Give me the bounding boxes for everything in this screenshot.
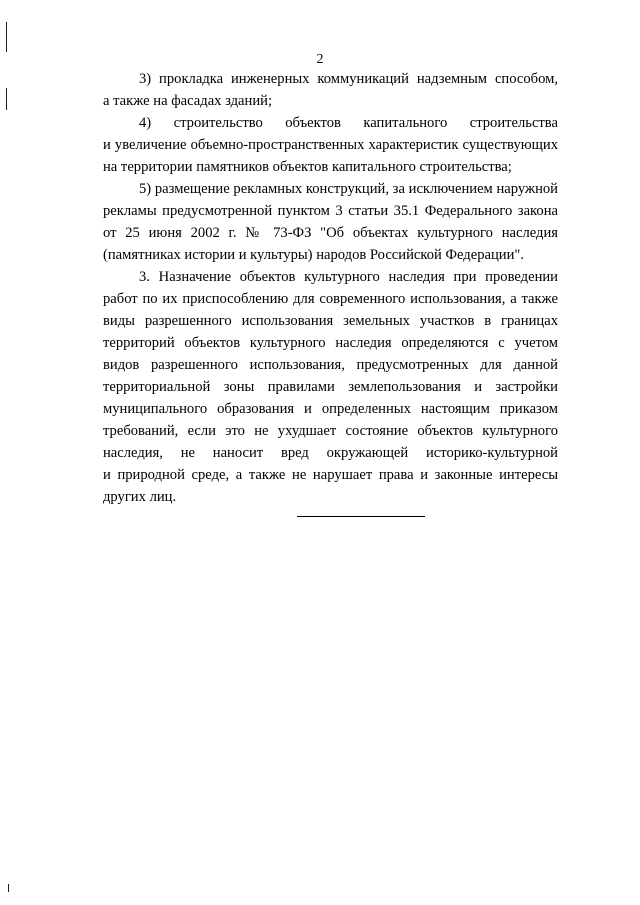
text-line: наследия, не наносит вред окружающей историко-культурной [103, 445, 558, 461]
text-line: 4) строительство объектов капитального строительства [139, 115, 558, 131]
paragraph-item-3 [103, 68, 558, 112]
text-line: виды разрешенного использования земельных участков в границах [103, 313, 558, 329]
text-line: видов разрешенного использования, предусмотренных для данной [103, 357, 558, 373]
page-number: 2 [316, 52, 324, 67]
text-line: 3. Назначение объектов культурного наследия при проведении [139, 269, 558, 285]
text-line: работ по их приспособлению для современного использования, а также [103, 291, 558, 307]
text-line: 5) размещение рекламных конструкций, за исключением наружной [139, 181, 558, 197]
text-line: территориальной зоны правилами землепользования и застройки [103, 379, 558, 395]
text-line: а также на фасадах зданий; [103, 93, 273, 109]
text-line: 3) прокладка инженерных коммуникаций надземным способом, [139, 71, 558, 87]
text-line: и природной среде, а также не нарушает права и законные интересы [103, 467, 558, 483]
scan-edge-mark [8, 884, 9, 892]
scan-edge-mark [6, 22, 7, 52]
text-line: территорий объектов культурного наследия определяются с учетом [103, 335, 558, 351]
paragraph-item-4 [103, 112, 558, 178]
paragraph-section-3 [103, 266, 558, 508]
text-line: от 25 июня 2002 г. № 73-ФЗ "Об объектах культурного наследия [103, 225, 558, 241]
closing-separator-line [297, 516, 425, 517]
text-line: требований, если это не ухудшает состояние объектов культурного [103, 423, 558, 439]
paragraph-item-5 [103, 178, 558, 266]
text-line: других лиц. [103, 489, 177, 505]
text-line: и увеличение объемно-пространственных характеристик существующих [103, 137, 558, 153]
document-body [103, 68, 558, 508]
text-line: (памятниках истории и культуры) народов Российской Федерации". [103, 247, 525, 263]
scan-edge-mark [6, 88, 7, 110]
text-line: муниципального образования и определенных настоящим приказом [103, 401, 558, 417]
text-line: рекламы предусмотренной пунктом 3 статьи 35.1 Федерального закона [103, 203, 558, 219]
text-line: на территории памятников объектов капитального строительства; [103, 159, 512, 175]
